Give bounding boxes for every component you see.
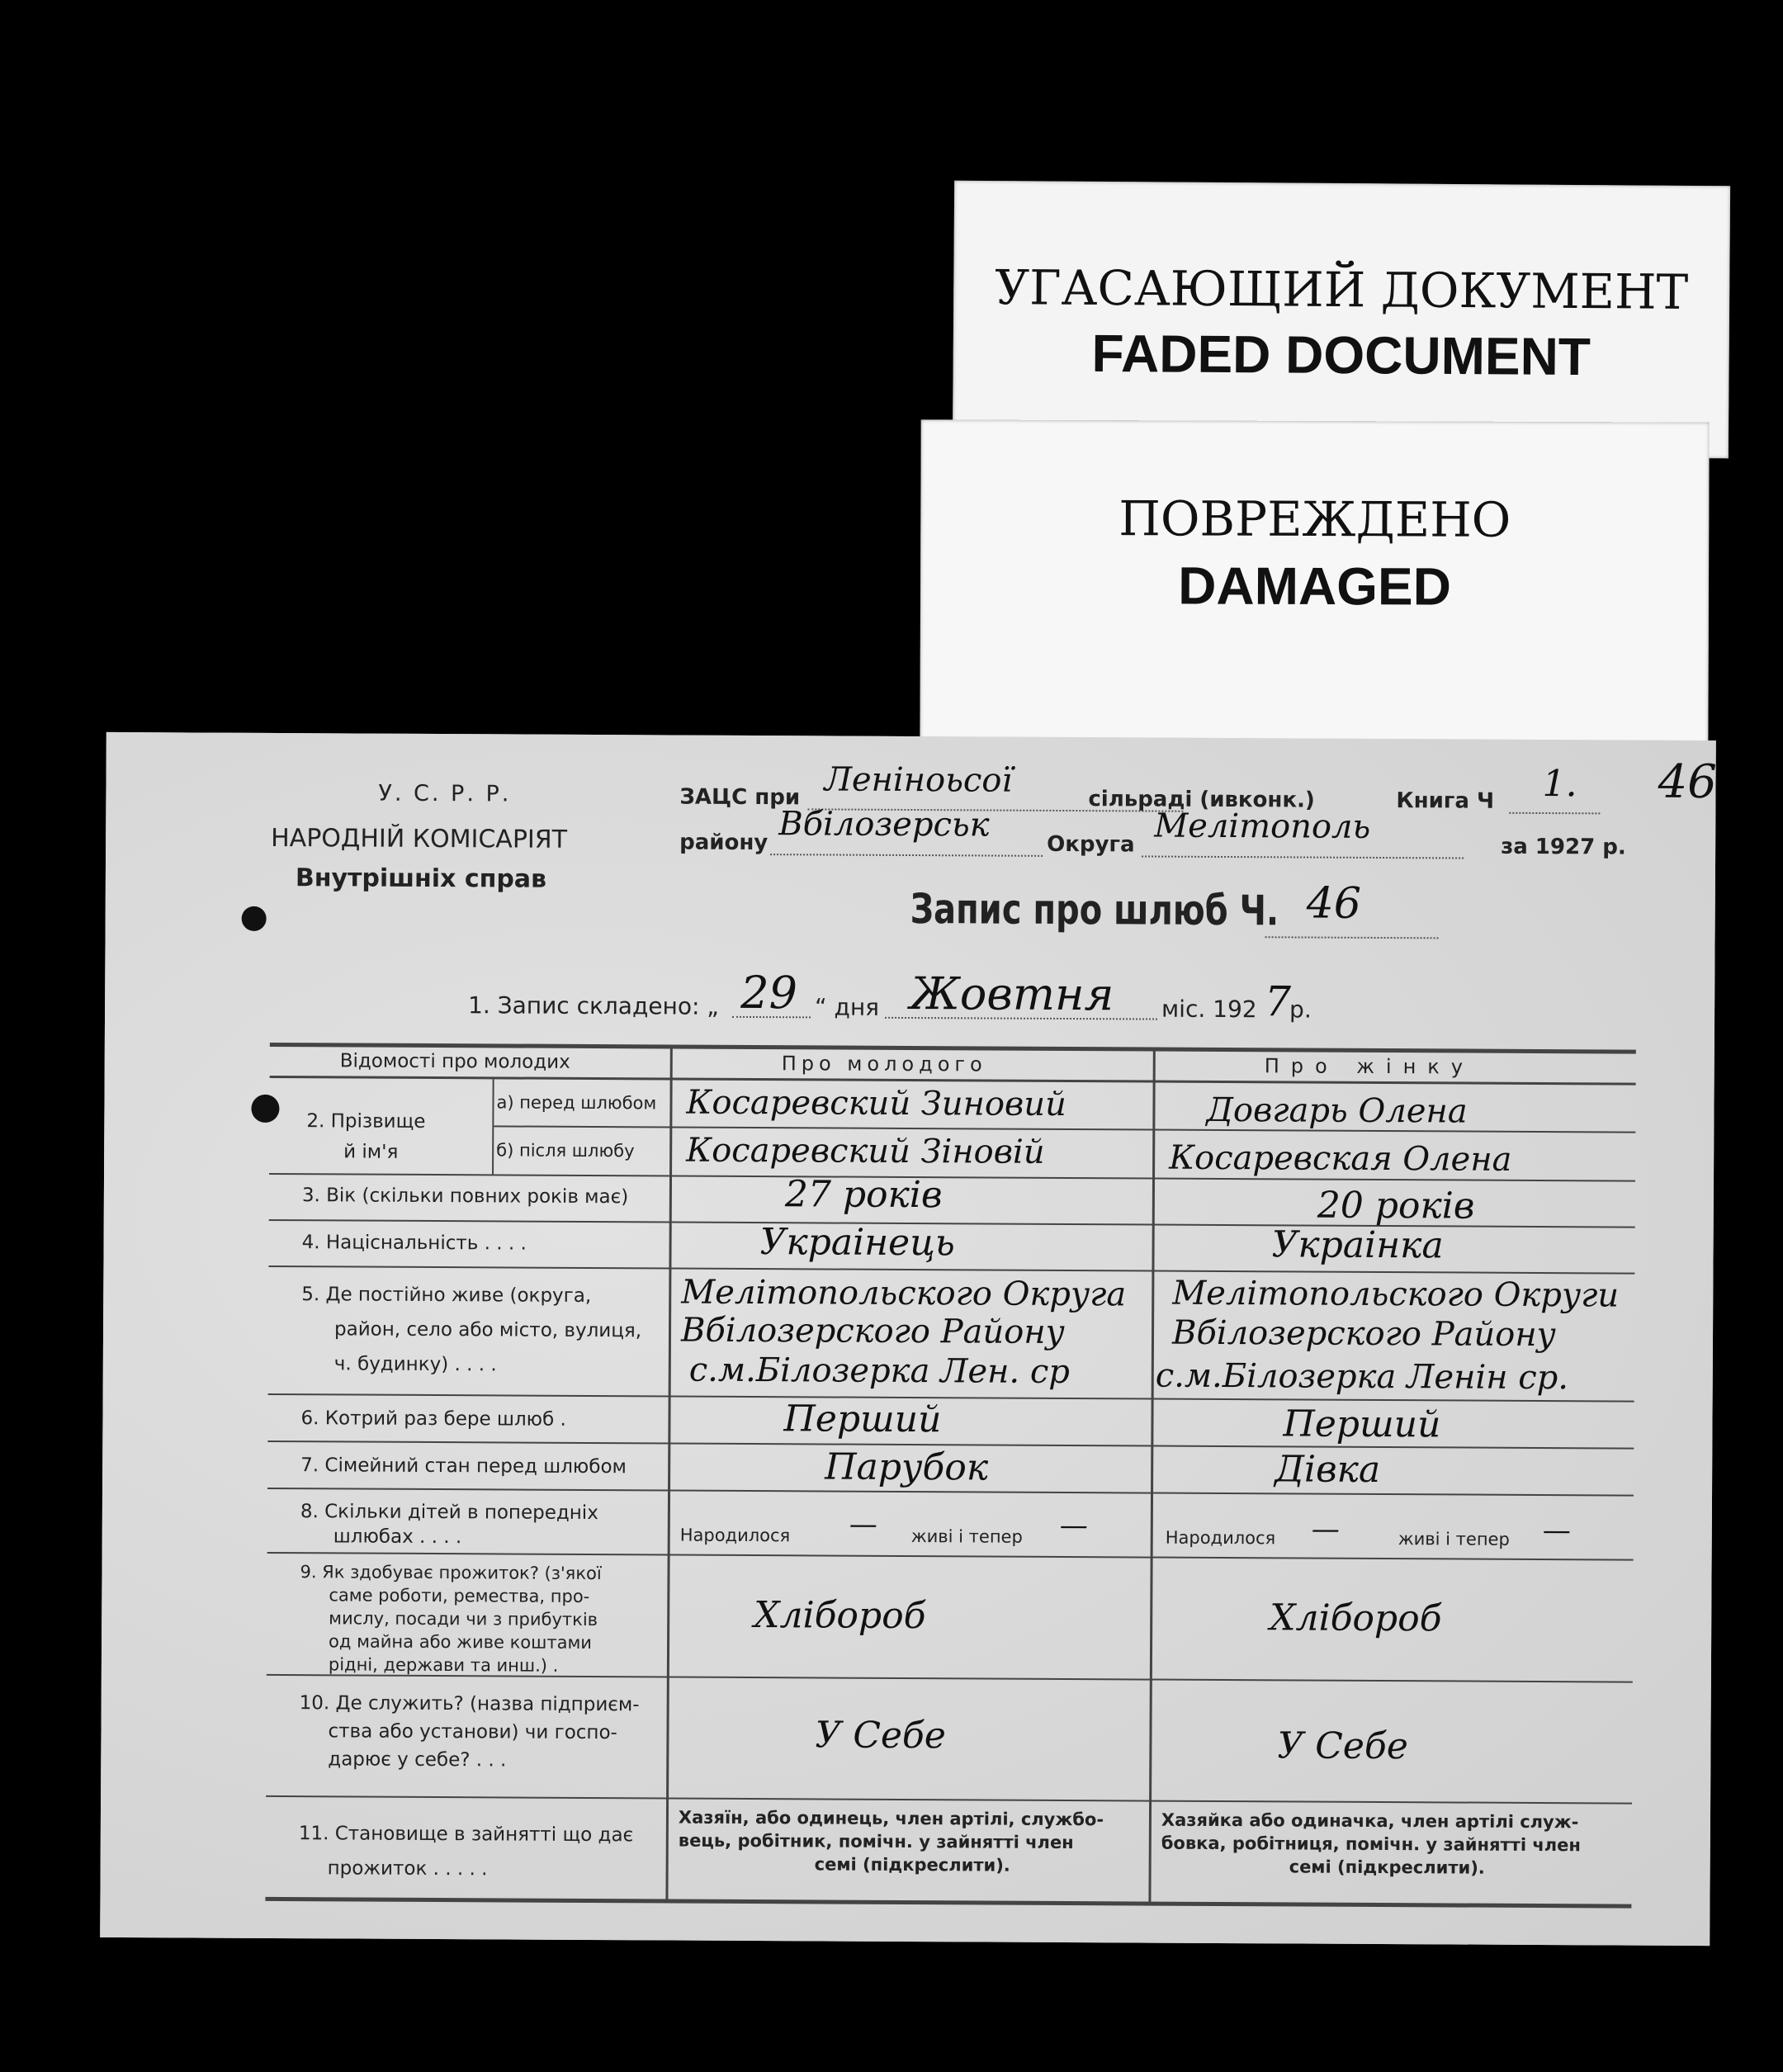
internal-affairs-label: Внутрішніх справ: [295, 863, 547, 894]
row2-sub-a: а) перед шлюбом: [496, 1092, 657, 1114]
record-number: 46: [1306, 878, 1362, 929]
row7-label: 7. Сімейний стан перед шлюбом: [300, 1455, 627, 1478]
row-rule: [267, 1488, 1634, 1497]
record-month: Жовтня: [910, 967, 1114, 1021]
groom-position-1: Хазяїн, або одинець, член артілі, службо-: [678, 1807, 1104, 1830]
row10-label-3: дарює у себе? . . .: [328, 1748, 507, 1772]
bride-position-1: Хазяйка або одиначка, член артілі служ-: [1161, 1809, 1579, 1833]
row-rule: [268, 1265, 1634, 1275]
marriage-record-card: [100, 732, 1716, 1946]
bride-position-3: семі (підкреслити).: [1289, 1857, 1485, 1878]
bride-nationality: Украінка: [1271, 1223, 1444, 1267]
okrug-value: Мелітополь: [1154, 807, 1371, 846]
groom-children-born: —: [849, 1507, 877, 1541]
row9-label-1: 9. Як здобуває прожиток? (з'якої: [300, 1562, 602, 1584]
bride-name-after: Косаревская Олена: [1169, 1138, 1512, 1179]
groom-children-alive-label: живі і тепер: [910, 1526, 1023, 1547]
bride-children-born-label: Народилося: [1165, 1527, 1276, 1549]
row2-sub-b: б) після шлюбу: [496, 1140, 635, 1161]
record-year-digit: 7: [1264, 977, 1292, 1026]
faded-document-note: [953, 181, 1730, 459]
table-bottom-rule: [265, 1897, 1631, 1909]
groom-nationality: Украінець: [759, 1221, 955, 1265]
row10-label-1: 10. Де служить? (назва підприєм-: [299, 1692, 640, 1716]
col-header-bride: Про жінку: [1264, 1054, 1475, 1079]
groom-occupation: Хлібороб: [754, 1594, 926, 1638]
row9-label-3: мислу, посади чи з прибутків: [329, 1608, 598, 1630]
bride-children-alive-label: живі і тепер: [1398, 1529, 1510, 1549]
faded-note-ru: УГАСАЮЩИЙ ДОКУМЕНТ: [994, 259, 1689, 320]
damaged-note-ru: ПОВРЕЖДЕНО: [1119, 490, 1511, 548]
row4-label: 4. Націснальність . . . .: [301, 1232, 527, 1255]
row-rule: [266, 1795, 1632, 1805]
groom-children-alive: —: [1059, 1508, 1088, 1543]
row3-label: 3. Вік (скільки повних років має): [301, 1185, 629, 1209]
groom-workplace: У Себе: [815, 1714, 947, 1757]
row-rule: [267, 1552, 1634, 1561]
book-dots: [1509, 812, 1600, 815]
zags-label: ЗАЦС при: [679, 784, 801, 811]
row9-label-4: од майна або живе коштами: [329, 1631, 593, 1653]
groom-residence-3: с.м.Білозерка Лен. ср: [688, 1351, 1071, 1392]
record-title: Запис про шлюб Ч.: [910, 885, 1279, 935]
groom-residence-1: Мелітопольского Округа: [681, 1273, 1127, 1314]
row10-label-2: ства або установи) чи госпо-: [328, 1720, 617, 1744]
okrug-dots: [1142, 855, 1464, 859]
year-label: за 1927 р.: [1501, 834, 1626, 860]
punch-hole: [251, 1095, 279, 1123]
usrr-label: У. С. Р. Р.: [378, 780, 512, 807]
row11-label-2: прожиток . . . . .: [327, 1857, 488, 1880]
groom-age: 27 років: [784, 1173, 943, 1217]
row9-label-2: саме роботи, ремества, про-: [329, 1585, 590, 1606]
groom-name-after: Косаревский Зіновій: [686, 1131, 1045, 1171]
record-date-mis: міс. 192: [1161, 995, 1257, 1024]
council-label: сільраді (ивконк.): [1088, 787, 1315, 813]
damaged-note: [920, 419, 1709, 769]
groom-position-2: вець, робітник, помічн. у зайнятті член: [678, 1830, 1074, 1853]
groom-residence-2: Вбілозерского Району: [680, 1311, 1065, 1351]
groom-name-before: Косаревский Зиновий: [686, 1083, 1066, 1124]
bride-children-born: —: [1311, 1512, 1340, 1546]
bride-residence-3: с.м.Білозерка Ленін ср.: [1155, 1356, 1569, 1398]
row5-label-3: ч. будинку) . . . .: [333, 1353, 497, 1376]
district-dots: [770, 854, 1043, 857]
district-value: Вбілозерськ: [778, 805, 990, 844]
record-date-suffix: р.: [1289, 996, 1312, 1024]
groom-marriage-count: Перший: [783, 1398, 942, 1441]
bride-workplace: У Себе: [1277, 1724, 1408, 1768]
row6-label: 6. Котрий раз бере шлюб .: [300, 1407, 566, 1431]
title-dots: [1265, 936, 1439, 939]
punch-hole: [242, 906, 267, 931]
bride-marital-status: Дівка: [1275, 1448, 1381, 1491]
row2-label-b: й ім'я: [343, 1141, 399, 1163]
faded-note-en: FADED DOCUMENT: [1091, 323, 1591, 387]
record-date-mid: “ дня: [815, 993, 880, 1021]
bride-residence-2: Вбілозерского Району: [1171, 1313, 1556, 1355]
row8-label-2: шлюбах . . . .: [333, 1526, 462, 1549]
groom-position-3: семі (підкреслити).: [814, 1854, 1010, 1876]
bride-age: 20 років: [1317, 1184, 1475, 1228]
row5-label-1: 5. Де постійно живе (округа,: [301, 1284, 592, 1307]
bride-occupation: Хлібороб: [1270, 1597, 1442, 1640]
col-header-info: Відомості про молодих: [339, 1050, 570, 1073]
bride-children-alive: —: [1542, 1514, 1571, 1548]
bride-marriage-count: Перший: [1283, 1403, 1441, 1446]
bride-position-2: бовка, робітниця, помічн. у зайнятті член: [1161, 1833, 1582, 1856]
row5-label-2: район, село або місто, вулиця,: [333, 1318, 642, 1342]
damaged-note-en: DAMAGED: [1178, 556, 1451, 617]
corner-number: 46: [1658, 755, 1717, 810]
commissariat-label: НАРОДНІЙ КОМІСАРІЯТ: [271, 823, 568, 854]
record-date-label: 1. Запис складено: „: [468, 991, 719, 1020]
row11-label-1: 11. Становище в зайнятті що дає: [298, 1823, 634, 1847]
book-label: Книга Ч: [1396, 788, 1495, 814]
book-value: 1.: [1542, 763, 1577, 806]
okrug-label: Округа: [1047, 831, 1135, 858]
groom-marital-status: Парубок: [825, 1445, 989, 1489]
row9-label-5: рідні, держави та инш.) .: [328, 1654, 559, 1676]
bride-name-before: Довгарь Олена: [1206, 1090, 1468, 1131]
row8-label-1: 8. Скільки дітей в попередніх: [300, 1501, 598, 1525]
col-header-groom: Про молодого: [781, 1052, 987, 1076]
zags-value: Леніноьсої: [824, 760, 1013, 800]
groom-children-born-label: Народилося: [679, 1525, 791, 1546]
district-label: району: [679, 830, 769, 856]
bride-residence-1: Мелітопольского Округи: [1172, 1274, 1620, 1315]
row2-label-a: 2. Прізвище: [306, 1110, 426, 1133]
record-day: 29: [740, 966, 798, 1019]
